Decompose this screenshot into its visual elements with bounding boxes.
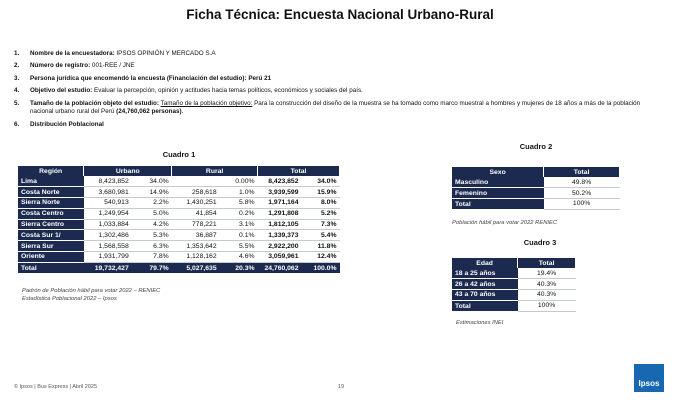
- row-value: 40.3%: [518, 290, 576, 301]
- row-label: Femenino: [452, 188, 544, 199]
- urbano-pct: 79.7%: [132, 262, 172, 273]
- rural-pct: 5.8%: [220, 198, 258, 209]
- rural-count: 1,353,642: [172, 241, 220, 252]
- table-row: [18, 219, 340, 230]
- ipsos-logo: Ipsos: [634, 364, 664, 392]
- total-count: 1,812,105: [258, 219, 302, 230]
- item-number: 3.: [14, 74, 20, 82]
- item-5: [14, 100, 664, 116]
- urbano-pct: 2.2%: [132, 198, 172, 209]
- item-6: [14, 121, 664, 129]
- rural-pct: 4.6%: [220, 252, 258, 263]
- table-total-row: [452, 199, 620, 210]
- header-sexo: Sexo: [452, 167, 544, 177]
- item-2: [14, 62, 664, 70]
- item-label: Distribución Poblacional: [30, 120, 104, 128]
- region-cell: Lima: [18, 176, 84, 187]
- cuadro1-notes: [22, 287, 160, 304]
- table-row: [18, 241, 340, 252]
- total-count: 1,971,164: [258, 198, 302, 209]
- header-total: Total: [544, 167, 620, 177]
- item-end: .: [181, 108, 184, 116]
- table-total-row: [18, 262, 340, 273]
- header-region: Región: [18, 166, 84, 176]
- urbano-pct: 6.3%: [132, 241, 172, 252]
- urbano-pct: 4.2%: [132, 219, 172, 230]
- table-row: [452, 268, 576, 279]
- rural-pct: 20.3%: [220, 262, 258, 273]
- cuadro3-caption: Cuadro 3: [523, 238, 557, 247]
- total-pct: 7.3%: [302, 219, 340, 230]
- table-row: [452, 290, 576, 301]
- ficha-items: [14, 50, 664, 133]
- region-cell: Oriente: [18, 252, 84, 263]
- cuadro1-caption: Cuadro 1: [162, 150, 196, 159]
- item-number: 4.: [14, 87, 20, 95]
- row-value: 100%: [518, 300, 576, 311]
- total-pct: 5.4%: [302, 230, 340, 241]
- region-cell: Sierra Centro: [18, 219, 84, 230]
- total-pct: 11.8%: [302, 241, 340, 252]
- rural-count: 1,128,162: [172, 252, 220, 263]
- region-cell: Total: [18, 262, 84, 273]
- item-underlined: Tamaño de la población objetivo:: [160, 99, 253, 107]
- item-value: Perú 21: [248, 74, 272, 82]
- table-row: [18, 252, 340, 263]
- item-bold-value: (24,760,062 personas): [116, 108, 182, 116]
- region-cell: Sierra Sur: [18, 241, 84, 252]
- total-count: 2,922,200: [258, 241, 302, 252]
- item-number: 2.: [14, 62, 20, 70]
- table-header-row: [18, 166, 340, 176]
- rural-count: 1,430,251: [172, 198, 220, 209]
- row-label: 26 a 42 años: [452, 279, 518, 290]
- rural-count: [172, 176, 220, 187]
- row-label: Total: [452, 199, 544, 210]
- header-edad: Edad: [452, 258, 518, 268]
- urbano-count: 1,249,954: [84, 208, 132, 219]
- item-number: 1.: [14, 50, 20, 57]
- item-1: [14, 50, 664, 58]
- row-value: 50.2%: [544, 188, 620, 199]
- item-value: Evaluar la percepción, opinión y actitudes hacia temas políticos, económicos y sociales del país.: [92, 87, 363, 95]
- rural-pct: 0.1%: [220, 230, 258, 241]
- row-value: 100%: [544, 199, 620, 210]
- urbano-pct: 14.9%: [132, 187, 172, 198]
- source-note: Padrón de Población hábil para votar 2022 – RENIEC: [22, 288, 161, 294]
- rural-pct: 5.5%: [220, 241, 258, 252]
- total-pct: 34.0%: [302, 176, 340, 187]
- urbano-count: 1,568,558: [84, 241, 132, 252]
- item-3: [14, 75, 664, 83]
- header-rural: Rural: [172, 166, 258, 176]
- header-total: Total: [258, 166, 340, 176]
- item-label: Nombre de la encuestadora:: [30, 50, 115, 57]
- urbano-pct: 5.3%: [132, 230, 172, 241]
- header-urbano: Urbano: [84, 166, 172, 176]
- urbano-pct: 7.8%: [132, 252, 172, 263]
- cuadro1-table: [18, 166, 340, 273]
- urbano-count: 3,680,981: [84, 187, 132, 198]
- table-row: [18, 187, 340, 198]
- table-row: [18, 208, 340, 219]
- total-pct: 12.4%: [302, 252, 340, 263]
- item-number: 5.: [14, 99, 20, 107]
- cuadro2-note: Población hábil para votar 2022 RENIEC: [452, 220, 558, 226]
- cuadro3-note: Estimaciones INEI: [456, 320, 504, 326]
- urbano-count: 1,931,799: [84, 252, 132, 263]
- urbano-count: 540,913: [84, 198, 132, 209]
- urbano-count: 8,423,852: [84, 176, 132, 187]
- rural-pct: 1.0%: [220, 187, 258, 198]
- total-count: 3,939,599: [258, 187, 302, 198]
- total-pct: 5.2%: [302, 208, 340, 219]
- row-label: Masculino: [452, 177, 544, 188]
- header-total: Total: [518, 258, 576, 268]
- table-row: [452, 279, 576, 290]
- item-4: [14, 87, 664, 95]
- row-label: 18 a 25 años: [452, 268, 518, 279]
- table-row: [18, 230, 340, 241]
- total-count: 24,760,062: [258, 262, 302, 273]
- table-header-row: [452, 167, 620, 177]
- rural-count: 5,027,635: [172, 262, 220, 273]
- row-label: Total: [452, 300, 518, 311]
- row-label: 43 a 70 años: [452, 290, 518, 301]
- region-cell: Costa Norte: [18, 187, 84, 198]
- region-cell: Sierra Norte: [18, 198, 84, 209]
- cuadro2-table: [452, 167, 620, 210]
- page-number: 19: [338, 384, 345, 390]
- item-value: 001-REE / JNE: [90, 62, 135, 70]
- region-cell: Costa Centro: [18, 208, 84, 219]
- row-value: 19.4%: [518, 268, 576, 279]
- urbano-count: 19,732,427: [84, 262, 132, 273]
- page-title: Ficha Técnica: Encuesta Nacional Urbano-Rural: [186, 7, 494, 22]
- region-cell: Costa Sur 1/: [18, 230, 84, 241]
- rural-count: 258,618: [172, 187, 220, 198]
- item-value: Para la construcción del diseño de la muestra se ha tomado como marco muestral a hombres y mujeres de 18 años a más de la población nacional urbano rural del Perú: [30, 99, 641, 116]
- item-label: Objetivo del estudio:: [30, 87, 93, 95]
- rural-pct: 0.00%: [220, 176, 258, 187]
- urbano-count: 1,302,486: [84, 230, 132, 241]
- cuadro3-table: [452, 258, 576, 312]
- item-label: Número de registro:: [30, 62, 91, 70]
- total-count: 8,423,852: [258, 176, 302, 187]
- urbano-pct: 5.0%: [132, 208, 172, 219]
- row-value: 49.8%: [544, 177, 620, 188]
- total-pct: 15.9%: [302, 187, 340, 198]
- rural-pct: 0.2%: [220, 208, 258, 219]
- urbano-pct: 34.0%: [132, 176, 172, 187]
- row-value: 40.3%: [518, 279, 576, 290]
- total-pct: 8.0%: [302, 198, 340, 209]
- table-header-row: [452, 258, 576, 268]
- rural-count: 41,854: [172, 208, 220, 219]
- rural-pct: 3.1%: [220, 219, 258, 230]
- table-row: [452, 188, 620, 199]
- item-value: IPSOS OPINIÓN Y MERCADO S.A: [114, 50, 216, 57]
- total-count: 1,339,373: [258, 230, 302, 241]
- item-number: 6.: [14, 120, 20, 128]
- source-note: Estadística Poblacional 2022 – Ipsos: [22, 296, 117, 303]
- total-count: 1,291,808: [258, 208, 302, 219]
- rural-count: 36,887: [172, 230, 220, 241]
- footer-text: © Ipsos | Bus Express | Abril 2025: [14, 384, 98, 390]
- total-count: 3,059,961: [258, 252, 302, 263]
- rural-count: 778,221: [172, 219, 220, 230]
- table-row: [452, 177, 620, 188]
- item-label: Persona jurídica que encomendó la encuesta (Financiación del estudio):: [30, 74, 247, 82]
- table-row: [18, 198, 340, 209]
- urbano-count: 1,033,884: [84, 219, 132, 230]
- table-row: [18, 176, 340, 187]
- cuadro2-caption: Cuadro 2: [519, 142, 553, 151]
- item-label: Tamaño de la población objeto del estudio:: [30, 99, 159, 107]
- total-pct: 100.0%: [302, 262, 340, 273]
- table-total-row: [452, 300, 576, 311]
